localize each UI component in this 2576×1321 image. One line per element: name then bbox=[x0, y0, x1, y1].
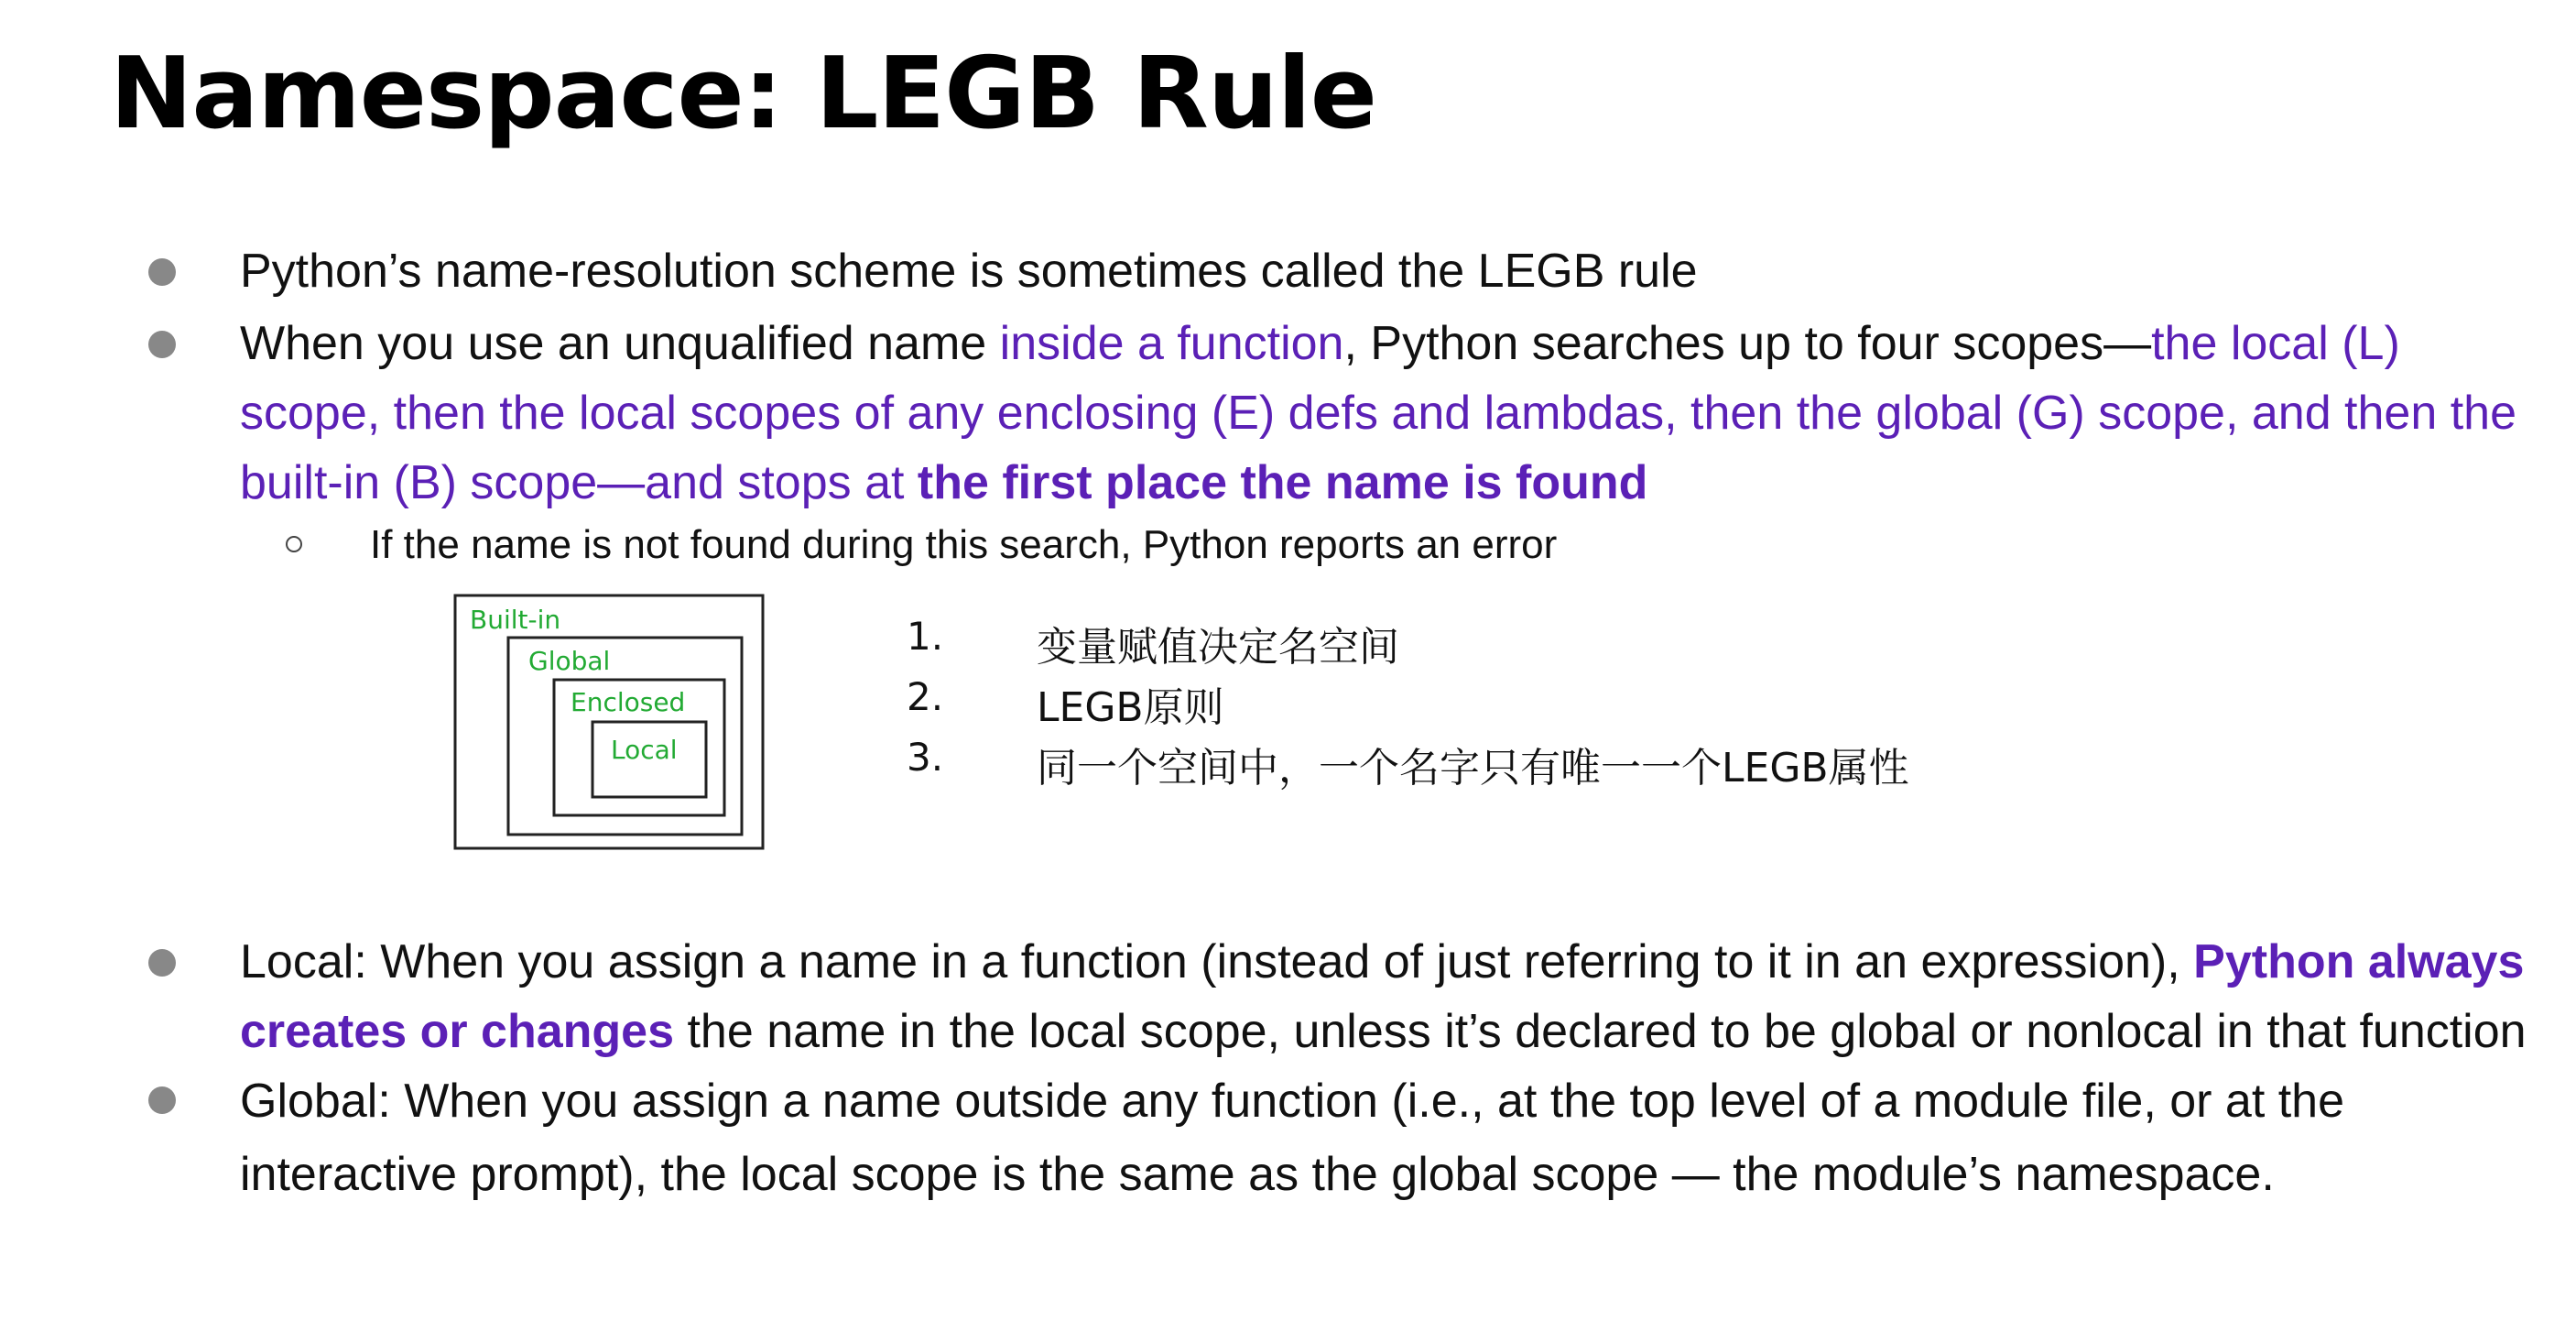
bullet-item-legb-intro bbox=[240, 236, 2529, 306]
bullet-text-part: , Python searches up to four scopes— bbox=[1343, 317, 2152, 370]
enclosed-scope-label: Enclosed bbox=[571, 687, 686, 717]
sub-bullet-text: If the name is not found during this search, Python reports an error bbox=[370, 522, 1558, 567]
bullet-item-local bbox=[240, 927, 2529, 1066]
bullet-text-part: Local: When you assign a name in a function (instead of just referring to it in an expression), bbox=[240, 935, 2194, 988]
bullet-text-part: the name in the local scope, unless it’s declared to be global or nonlocal in that function bbox=[674, 1005, 2527, 1058]
bullet-text: Global: When you assign a name outside any function (i.e., at the top level of a module file, or at the interactive prompt), the local scope is the same as the global scope — the module’s namespace. bbox=[240, 1075, 2345, 1201]
bullet-dot-icon bbox=[148, 1086, 176, 1114]
bullet-item-global bbox=[240, 1064, 2529, 1211]
highlight-creates-or-changes: Python always creates or changes bbox=[240, 935, 2525, 1058]
bullet-dot-icon bbox=[148, 331, 176, 358]
list-text: 变量赋值决定名空间 bbox=[1037, 624, 1399, 671]
highlight-inside-function: inside a function bbox=[999, 317, 1344, 370]
list-number: 3. bbox=[907, 735, 944, 780]
builtin-scope-label: Built-in bbox=[470, 605, 561, 635]
highlight-scope-order: the local (L) scope, then the local scopes of any enclosing (E) defs and lambdas, then the global (G) scope, and then the built-in (B) scope—and stops at bbox=[240, 317, 2516, 509]
hollow-circle-bullet-icon bbox=[286, 536, 302, 552]
highlight-first-place-found: the first place the name is found bbox=[917, 456, 1648, 509]
bullet-item-search-order bbox=[240, 309, 2529, 518]
list-text: 同一个空间中，一个名字只有唯一一个LEGB属性 bbox=[1037, 745, 1909, 792]
bullet-text: Python’s name-resolution scheme is sometimes called the LEGB rule bbox=[240, 245, 1698, 298]
bullet-dot-icon bbox=[148, 258, 176, 286]
list-text: LEGB原则 bbox=[1037, 684, 1224, 731]
bullet-text-part: When you use an unqualified name bbox=[240, 317, 1000, 370]
sub-bullet-error bbox=[370, 516, 2385, 574]
local-scope-label: Local bbox=[611, 735, 678, 765]
list-number: 1. bbox=[907, 614, 944, 659]
bullet-dot-icon bbox=[148, 949, 176, 977]
slide-title: Namespace: LEGB Rule bbox=[110, 37, 1377, 151]
global-scope-label: Global bbox=[528, 646, 611, 676]
legb-scope-diagram bbox=[453, 594, 765, 850]
list-number: 2. bbox=[907, 674, 944, 719]
